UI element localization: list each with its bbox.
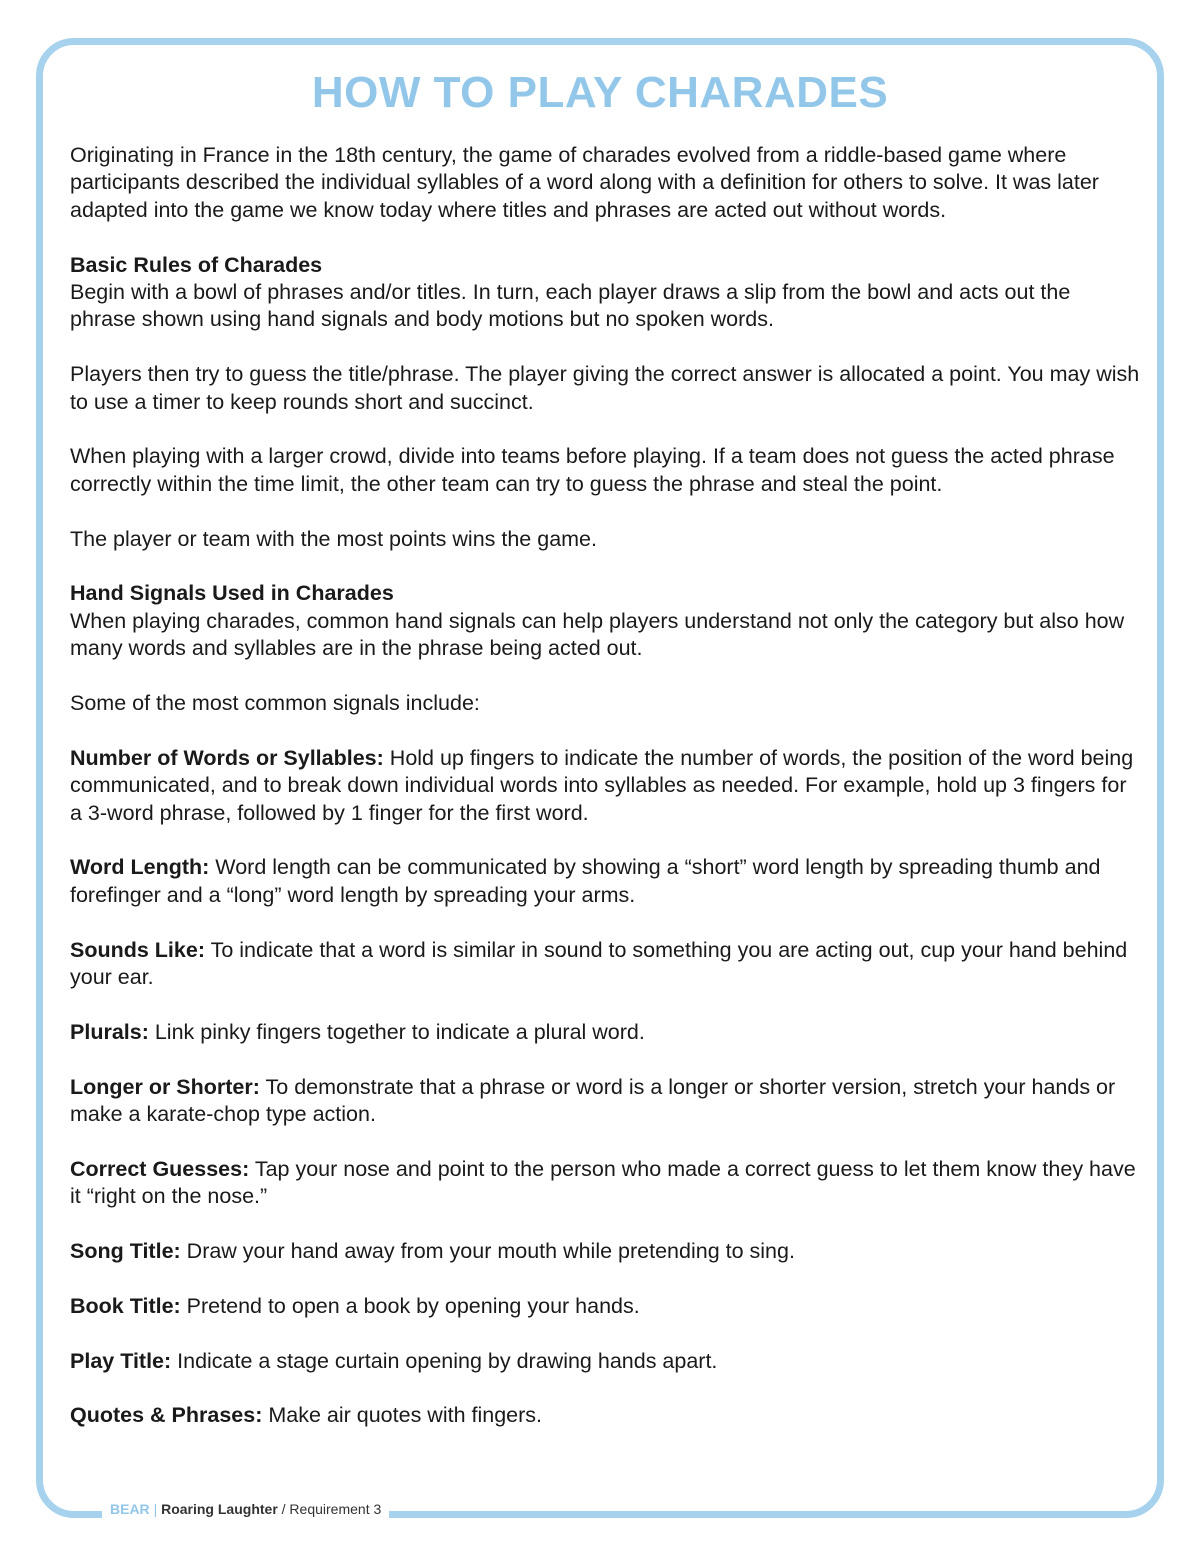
signal-term: Song Title: (70, 1239, 181, 1264)
signal-term: Sounds Like: (70, 937, 205, 962)
hand-signals-intro: When playing charades, common hand signals can help players understand not only the category but also how many words and syllables are in the phrase being acted out. (70, 608, 1125, 661)
signal-description: Make air quotes with fingers. (262, 1403, 543, 1428)
signal-item (70, 854, 1140, 909)
signal-item (70, 745, 1140, 827)
signal-description: To demonstrate that a phrase or word is a longer or shorter version, stretch your hands or make a karate-chop type action. (70, 1074, 1116, 1127)
signal-description: Hold up fingers to indicate the number of words, the position of the word being communicated, and to break down individual words into syllables as needed. For example, hold up 3 fingers for a 3-word phrase, followed by 1 finger for the first word. (70, 745, 1134, 825)
signal-item (70, 1019, 1140, 1046)
signal-term: Correct Guesses: (70, 1156, 250, 1181)
signal-description: Indicate a stage curtain opening by drawing hands apart. (171, 1348, 718, 1373)
footer-separator: | (153, 1501, 158, 1517)
signal-description: Draw your hand away from your mouth while pretending to sing. (180, 1239, 795, 1264)
basic-rules-paragraph: The player or team with the most points wins the game. (70, 526, 597, 551)
signal-item (70, 1402, 1140, 1429)
page-title: HOW TO PLAY CHARADES (311, 68, 889, 117)
signal-term: Plurals: (70, 1019, 149, 1044)
basic-rules-heading: Basic Rules of Charades (70, 252, 323, 277)
signal-term: Play Title: (70, 1348, 172, 1373)
page-footer (102, 1498, 389, 1520)
signal-item (70, 1074, 1140, 1129)
signal-term: Book Title: (70, 1293, 181, 1318)
signal-term: Number of Words or Syllables: (70, 745, 384, 770)
signal-item (70, 937, 1140, 992)
signal-item (70, 1348, 1140, 1375)
hand-signals-lead: Some of the most common signals include: (70, 691, 480, 716)
intro-paragraph: Originating in France in the 18th century, the game of charades evolved from a riddle-based game where participants described the individual syllables of a word along with a definition for others to solve. It was later adapted into the game we know today where titles and phrases are acted out without words. (70, 143, 1099, 222)
signal-description: Pretend to open a book by opening your hands. (180, 1293, 640, 1318)
signal-description: To indicate that a word is similar in sound to something you are acting out, cup your hand behind your ear. (70, 937, 1128, 990)
footer-requirement: / Requirement 3 (277, 1501, 382, 1517)
basic-rules-paragraph: Begin with a bowl of phrases and/or titles. In turn, each player draws a slip from the bowl and acts out the phrase shown using hand signals and body motions but no spoken words. (70, 280, 1071, 332)
footer-subject: Roaring Laughter (161, 1501, 278, 1517)
signal-description: Tap your nose and point to the person who made a correct guess to let them know they have it “right on the nose.” (70, 1156, 1136, 1209)
signal-term: Quotes & Phrases: (70, 1403, 263, 1428)
document-body (70, 142, 1140, 1457)
signal-item (70, 1293, 1140, 1320)
signal-description: Link pinky fingers together to indicate a plural word. (148, 1019, 645, 1044)
basic-rules-paragraph: Players then try to guess the title/phrase. The player giving the correct answer is allocated a point. You may wish to use a timer to keep rounds short and succinct. (70, 362, 1140, 414)
basic-rules-paragraph: When playing with a larger crowd, divide into teams before playing. If a team does not guess the acted phrase correctly within the time limit, the other team can try to guess the phrase and steal the point. (70, 444, 1115, 496)
signal-term: Longer or Shorter: (70, 1074, 260, 1099)
signal-item (70, 1238, 1140, 1265)
signal-description: Word length can be communicated by showing a “short” word length by spreading thumb and forefinger and a “long” word length by spreading your arms. (70, 855, 1101, 907)
signal-item (70, 1156, 1140, 1211)
hand-signals-heading: Hand Signals Used in Charades (70, 581, 394, 606)
signal-term: Word Length: (70, 855, 210, 880)
footer-brand: BEAR (110, 1501, 150, 1517)
